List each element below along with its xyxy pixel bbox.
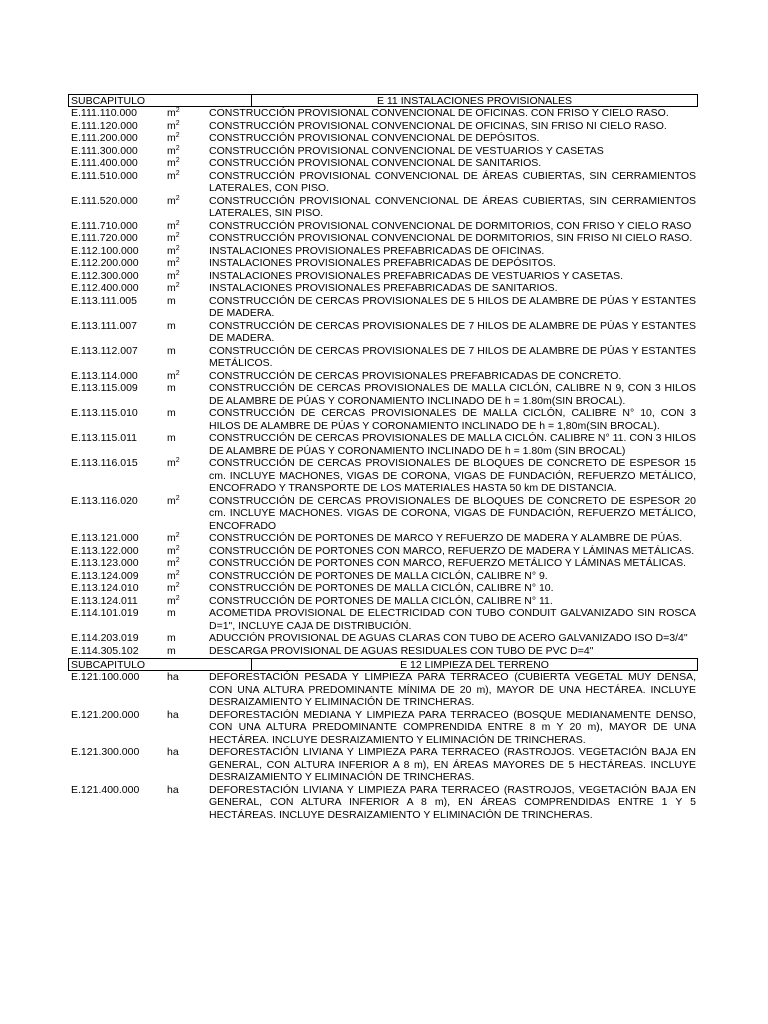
item-unit xyxy=(167,457,209,495)
unit-text: m xyxy=(167,369,176,382)
unit-text: ha xyxy=(167,746,179,758)
item-row xyxy=(68,382,698,407)
item-row xyxy=(68,145,698,158)
item-unit xyxy=(167,270,209,283)
item-description: CONSTRUCCIÓN DE PORTONES CON MARCO, REFUERZO METÁLICO Y LÁMINAS METÁLICAS. xyxy=(209,557,687,569)
unit-exponent: 2 xyxy=(175,594,180,602)
item-description: INSTALACIONES PROVISIONALES PREFABRICADAS DE SANITARIOS. xyxy=(209,282,558,294)
unit-text: m xyxy=(167,607,176,619)
unit-text: m xyxy=(167,457,176,469)
item-unit xyxy=(167,157,209,170)
unit-exponent: 2 xyxy=(175,119,180,127)
item-description: DEFORESTACIÓN MEDIANA Y LIMPIEZA PARA TERRACEO (BOSQUE MEDIANAMENTE DENSO, CON UNA ALTURA PREDOMINANTE COMPRENDIDA ENTRE 8 m Y 20 m), MAYOR DE UNA HECTÁREA. INCLUYE DESRAIZAMIENTO Y ELIMINACIÓN DE TRINCHERAS. xyxy=(209,708,696,746)
item-unit xyxy=(167,557,209,570)
unit-text: m xyxy=(167,157,176,169)
item-description: DEFORESTACIÓN LIVIANA Y LIMPIEZA PARA TERRACEO (RASTROJOS. VEGETACIÓN BAJA EN GENERAL, CON ALTURA INFERIOR A 8 m), EN ÁREAS MAYORES DE 5 HECTÁREAS. INCLUYE DESRAIZAMIENTO Y ELIMINACIÓN DE TRINCHERAS. xyxy=(209,746,696,783)
unit-exponent: 2 xyxy=(175,532,180,539)
unit-text: m xyxy=(167,169,176,182)
item-description: CONSTRUCCIÓN DE CERCAS PROVISIONALES DE BLOQUES DE CONCRETO DE ESPESOR 15 cm. INCLUYE MACHONES, VIGAS DE CORONA, VIGAS DE FUNDACIÓN, REFUERZO METÁLICO, ENCOFRADO Y TRANSPORTE DE LOS MATERIALES HASTA 50 km DE DISTANCIA. xyxy=(209,457,696,494)
item-unit xyxy=(167,632,209,645)
item-code: E.111.710.000 xyxy=(71,219,138,232)
unit-text: m xyxy=(167,569,176,582)
unit-exponent: 2 xyxy=(175,132,180,139)
item-row xyxy=(68,320,698,345)
unit-exponent: 2 xyxy=(175,569,180,577)
unit-text: m xyxy=(167,282,176,294)
item-unit xyxy=(167,295,209,320)
unit-exponent: 2 xyxy=(175,269,180,277)
item-row xyxy=(68,709,698,747)
item-description: CONSTRUCCIÓN PROVISIONAL CONVENCIONAL DE SANITARIOS. xyxy=(209,157,542,169)
unit-text: ha xyxy=(167,671,179,683)
item-description: CONSTRUCCIÓN DE CERCAS PROVISIONALES DE BLOQUES DE CONCRETO DE ESPESOR 20 cm. INCLUYE MACHONES. VIGAS DE CORONA, VIGAS DE FUNDACIÓN, REFUERZO METÁLICO, ENCOFRADO xyxy=(209,494,696,532)
item-code: E.111.510.000 xyxy=(71,169,138,182)
document-body xyxy=(68,94,698,821)
item-code: E.111.120.000 xyxy=(71,119,138,132)
item-row xyxy=(68,784,698,822)
item-description: CONSTRUCCIÓN PROVISIONAL CONVENCIONAL DE OFICINAS, SIN FRISO NI CIELO RASO. xyxy=(209,119,667,132)
item-code: E.113.122.000 xyxy=(71,544,139,557)
section-header xyxy=(68,658,698,671)
section-label: SUBCAPITULO xyxy=(69,659,252,670)
item-row xyxy=(68,157,698,170)
item-row xyxy=(68,557,698,570)
item-description: INSTALACIONES PROVISIONALES PREFABRICADAS DE DEPÓSITOS. xyxy=(209,257,556,269)
item-unit xyxy=(167,195,209,220)
item-row xyxy=(68,545,698,558)
item-description: CONSTRUCCIÓN PROVISIONAL CONVENCIONAL DE ÁREAS CUBIERTAS, SIN CERRAMIENTOS LATERALES, CON PISO. xyxy=(209,169,696,194)
item-code: E.113.121.000 xyxy=(71,532,139,544)
item-unit xyxy=(167,545,209,558)
item-code: E.113.111.005 xyxy=(71,294,137,307)
unit-exponent: 2 xyxy=(175,557,180,564)
item-unit xyxy=(167,607,209,632)
item-code: E.113.124.010 xyxy=(71,582,139,594)
item-unit xyxy=(167,407,209,432)
unit-text: m xyxy=(167,532,176,544)
item-code: E.113.112.007 xyxy=(71,344,138,357)
item-unit xyxy=(167,370,209,383)
unit-text: m xyxy=(167,144,176,157)
section-header xyxy=(68,94,698,107)
item-code: E.112.400.000 xyxy=(71,282,139,294)
item-row xyxy=(68,282,698,295)
item-description: CONSTRUCCIÓN DE CERCAS PROVISIONALES DE 7 HILOS DE ALAMBRE DE PÚAS Y ESTANTES METÁLICOS. xyxy=(209,344,696,369)
item-description: CONSTRUCCIÓN PROVISIONAL CONVENCIONAL DE DEPÓSITOS. xyxy=(209,132,540,144)
item-unit xyxy=(167,107,209,120)
item-row xyxy=(68,570,698,583)
item-unit xyxy=(167,746,209,784)
unit-exponent: 2 xyxy=(175,369,180,377)
unit-text: m xyxy=(167,544,176,557)
unit-text: m xyxy=(167,644,176,657)
item-row xyxy=(68,495,698,533)
item-code: E.113.114.000 xyxy=(71,369,138,382)
item-unit xyxy=(167,345,209,370)
unit-text: m xyxy=(167,232,176,244)
item-unit xyxy=(167,784,209,822)
unit-text: m xyxy=(167,407,176,419)
item-description: CONSTRUCCIÓN PROVISIONAL CONVENCIONAL DE DORMITORIOS, CON FRISO Y CIELO RASO xyxy=(209,219,692,232)
item-row xyxy=(68,345,698,370)
item-code: E.113.116.020 xyxy=(71,494,138,507)
unit-exponent: 2 xyxy=(175,582,180,589)
item-code: E.111.200.000 xyxy=(71,132,138,144)
item-code: E.113.115.010 xyxy=(71,407,138,419)
unit-text: m xyxy=(167,269,176,282)
item-unit xyxy=(167,220,209,233)
item-code: E.111.520.000 xyxy=(71,194,138,207)
item-row xyxy=(68,671,698,709)
item-code: E.121.400.000 xyxy=(71,783,140,796)
item-row xyxy=(68,257,698,270)
item-description: DEFORESTACIÓN PESADA Y LIMPIEZA PARA TERRACEO (CUBIERTA VEGETAL MUY DENSA, CON UNA ALTURA PREDOMINANTE MÍNIMA DE 20 m), MAYOR DE UNA HECTÁREA. INCLUYE DESRAIZAMIENTO Y ELIMINACIÓN DE TRINCHERAS. xyxy=(209,671,696,708)
item-code: E.112.300.000 xyxy=(71,269,139,282)
item-code: E.121.100.000 xyxy=(71,671,140,683)
item-unit xyxy=(167,595,209,608)
item-description: CONSTRUCCIÓN DE CERCAS PROVISIONALES DE MALLA CICLÓN, CALIBRE N 9, CON 3 HILOS DE ALAMBRE DE PÚAS Y CORONAMIENTO INCLINADO DE h = 1.80m(SIN BROCAL). xyxy=(209,382,696,407)
item-unit xyxy=(167,245,209,258)
item-row xyxy=(68,220,698,233)
unit-text: m xyxy=(167,494,176,507)
item-unit xyxy=(167,282,209,295)
item-description: DEFORESTACIÓN LIVIANA Y LIMPIEZA PARA TERRACEO (RASTROJOS, VEGETACIÓN BAJA EN GENERAL, CON ALTURA INFERIOR A 8 m), EN ÁREAS COMPRENDIDAS ENTRE 1 Y 5 HECTÁREAS. INCLUYE DESRAIZAMIENTO Y ELIMINACIÓN DE TRINCHERAS. xyxy=(209,783,696,821)
unit-text: m xyxy=(167,244,176,257)
unit-text: m xyxy=(167,382,176,394)
item-unit xyxy=(167,145,209,158)
item-row xyxy=(68,270,698,283)
item-row xyxy=(68,407,698,432)
item-unit xyxy=(167,671,209,709)
unit-text: m xyxy=(167,219,176,232)
item-code: E.112.100.000 xyxy=(71,244,139,257)
item-code: E.113.111.007 xyxy=(71,319,137,332)
item-row xyxy=(68,645,698,658)
unit-exponent: 2 xyxy=(175,232,180,239)
unit-exponent: 2 xyxy=(175,157,180,164)
unit-text: m xyxy=(167,319,176,332)
item-row xyxy=(68,245,698,258)
unit-exponent: 2 xyxy=(175,107,180,114)
item-unit xyxy=(167,382,209,407)
item-description: CONSTRUCCIÓN PROVISIONAL CONVENCIONAL DE ÁREAS CUBIERTAS, SIN CERRAMIENTOS LATERALES, SIN PISO. xyxy=(209,194,696,219)
item-row xyxy=(68,432,698,457)
item-description: CONSTRUCCIÓN PROVISIONAL CONVENCIONAL DE OFICINAS. CON FRISO Y CIELO RASO. xyxy=(209,107,669,119)
item-unit xyxy=(167,257,209,270)
item-row xyxy=(68,746,698,784)
item-unit xyxy=(167,120,209,133)
item-code: E.112.200.000 xyxy=(71,257,139,269)
item-code: E.121.300.000 xyxy=(71,746,140,758)
item-code: E.114.101.019 xyxy=(71,607,139,619)
section-label: SUBCAPITULO xyxy=(69,95,252,106)
item-description: CONSTRUCCIÓN DE PORTONES CON MARCO, REFUERZO DE MADERA Y LÁMINAS METÁLICAS. xyxy=(209,544,695,557)
item-row xyxy=(68,170,698,195)
item-description: DESCARGA PROVISIONAL DE AGUAS RESIDUALES CON TUBO DE PVC D=4" xyxy=(209,644,594,657)
item-code: E.113.124.011 xyxy=(71,594,138,607)
item-unit xyxy=(167,495,209,533)
item-description: CONSTRUCCIÓN DE CERCAS PROVISIONALES PREFABRICADAS DE CONCRETO. xyxy=(209,369,622,382)
unit-text: m xyxy=(167,194,176,207)
item-description: CONSTRUCCIÓN DE PORTONES DE MALLA CICLÓN, CALIBRE N° 10. xyxy=(209,582,554,594)
item-unit xyxy=(167,232,209,245)
unit-text: m xyxy=(167,119,176,132)
item-row xyxy=(68,107,698,120)
item-description: INSTALACIONES PROVISIONALES PREFABRICADAS DE OFICINAS. xyxy=(209,244,545,257)
item-row xyxy=(68,120,698,133)
item-unit xyxy=(167,532,209,545)
item-code: E.111.110.000 xyxy=(71,107,137,119)
unit-text: m xyxy=(167,557,176,569)
unit-exponent: 2 xyxy=(175,257,180,264)
item-row xyxy=(68,595,698,608)
item-code: E.111.400.000 xyxy=(71,157,138,169)
item-description: CONSTRUCCIÓN DE CERCAS PROVISIONALES DE 7 HILOS DE ALAMBRE DE PÚAS Y ESTANTES DE MADERA. xyxy=(209,319,696,344)
item-code: E.113.123.000 xyxy=(71,557,139,569)
unit-exponent: 2 xyxy=(175,169,180,177)
item-row xyxy=(68,295,698,320)
item-description: CONSTRUCCIÓN PROVISIONAL CONVENCIONAL DE VESTUARIOS Y CASETAS xyxy=(209,144,604,157)
unit-exponent: 2 xyxy=(175,457,180,464)
unit-exponent: 2 xyxy=(175,494,180,502)
unit-text: m xyxy=(167,582,176,594)
item-unit xyxy=(167,320,209,345)
item-row xyxy=(68,632,698,645)
item-code: E.121.200.000 xyxy=(71,708,140,721)
item-description: INSTALACIONES PROVISIONALES PREFABRICADAS DE VESTUARIOS Y CASETAS. xyxy=(209,269,624,282)
item-code: E.113.115.009 xyxy=(71,382,138,394)
item-description: CONSTRUCCIÓN DE PORTONES DE MALLA CICLÓN, CALIBRE N° 11. xyxy=(209,594,553,607)
unit-text: ha xyxy=(167,783,179,796)
item-code: E.114.203.019 xyxy=(71,632,139,644)
item-description: ADUCCIÓN PROVISIONAL DE AGUAS CLARAS CON TUBO DE ACERO GALVANIZADO ISO D=3/4" xyxy=(209,632,688,644)
item-description: CONSTRUCCIÓN DE PORTONES DE MARCO Y REFUERZO DE MADERA Y ALAMBRE DE PÚAS. xyxy=(209,532,683,544)
unit-text: m xyxy=(167,594,176,607)
item-row xyxy=(68,195,698,220)
item-row xyxy=(68,370,698,383)
item-description: ACOMETIDA PROVISIONAL DE ELECTRICIDAD CON TUBO CONDUIT GALVANIZADO SIN ROSCA D=1", INCLUYE CAJA DE DISTRIBUCIÓN. xyxy=(209,607,696,632)
item-row xyxy=(68,582,698,595)
unit-text: m xyxy=(167,344,176,357)
item-description: CONSTRUCCIÓN DE PORTONES DE MALLA CICLÓN, CALIBRE N° 9. xyxy=(209,569,548,582)
unit-exponent: 2 xyxy=(175,244,180,252)
item-unit xyxy=(167,432,209,457)
item-row xyxy=(68,132,698,145)
item-unit xyxy=(167,170,209,195)
unit-text: m xyxy=(167,432,176,444)
item-row xyxy=(68,457,698,495)
item-row xyxy=(68,607,698,632)
item-code: E.111.720.000 xyxy=(71,232,138,244)
item-unit xyxy=(167,132,209,145)
item-description: CONSTRUCCIÓN DE CERCAS PROVISIONALES DE MALLA CICLÓN, CALIBRE N° 10, CON 3 HILOS DE ALAMBRE DE PÚAS Y CORONAMIENTO INCLINADO DE h = 1,80m(SIN BROCAL). xyxy=(209,407,696,432)
item-description: CONSTRUCCIÓN DE CERCAS PROVISIONALES DE 5 HILOS DE ALAMBRE DE PÚAS Y ESTANTES DE MADERA. xyxy=(209,294,696,319)
unit-exponent: 2 xyxy=(175,194,180,202)
item-code: E.113.124.009 xyxy=(71,569,139,582)
section-title: E 11 INSTALACIONES PROVISIONALES xyxy=(376,95,573,107)
unit-text: ha xyxy=(167,708,179,721)
unit-text: m xyxy=(167,294,176,307)
item-unit xyxy=(167,582,209,595)
item-description: CONSTRUCCIÓN PROVISIONAL CONVENCIONAL DE DORMITORIOS, SIN FRISO NI CIELO RASO. xyxy=(209,232,693,244)
section-title: E 12 LIMPIEZA DEL TERRENO xyxy=(400,659,549,671)
item-code: E.113.115.011 xyxy=(71,432,137,444)
item-code: E.111.300.000 xyxy=(71,144,138,157)
unit-exponent: 2 xyxy=(175,144,180,152)
item-code: E.113.116.015 xyxy=(71,457,138,469)
item-unit xyxy=(167,709,209,747)
unit-exponent: 2 xyxy=(175,282,180,289)
item-row xyxy=(68,532,698,545)
item-unit xyxy=(167,645,209,658)
item-description: CONSTRUCCIÓN DE CERCAS PROVISIONALES DE MALLA CICLÓN. CALIBRE N° 11. CON 3 HILOS DE ALAMBRE DE PÚAS Y CORONAMIENTO INCLINADO DE h = 1.80m (SIN BROCAL) xyxy=(209,432,696,457)
unit-exponent: 2 xyxy=(175,544,180,552)
item-code: E.114.305.102 xyxy=(71,644,139,657)
unit-text: m xyxy=(167,132,176,144)
item-row xyxy=(68,232,698,245)
unit-exponent: 2 xyxy=(175,219,180,227)
item-unit xyxy=(167,570,209,583)
unit-text: m xyxy=(167,257,176,269)
unit-text: m xyxy=(167,632,176,644)
unit-text: m xyxy=(167,107,176,119)
